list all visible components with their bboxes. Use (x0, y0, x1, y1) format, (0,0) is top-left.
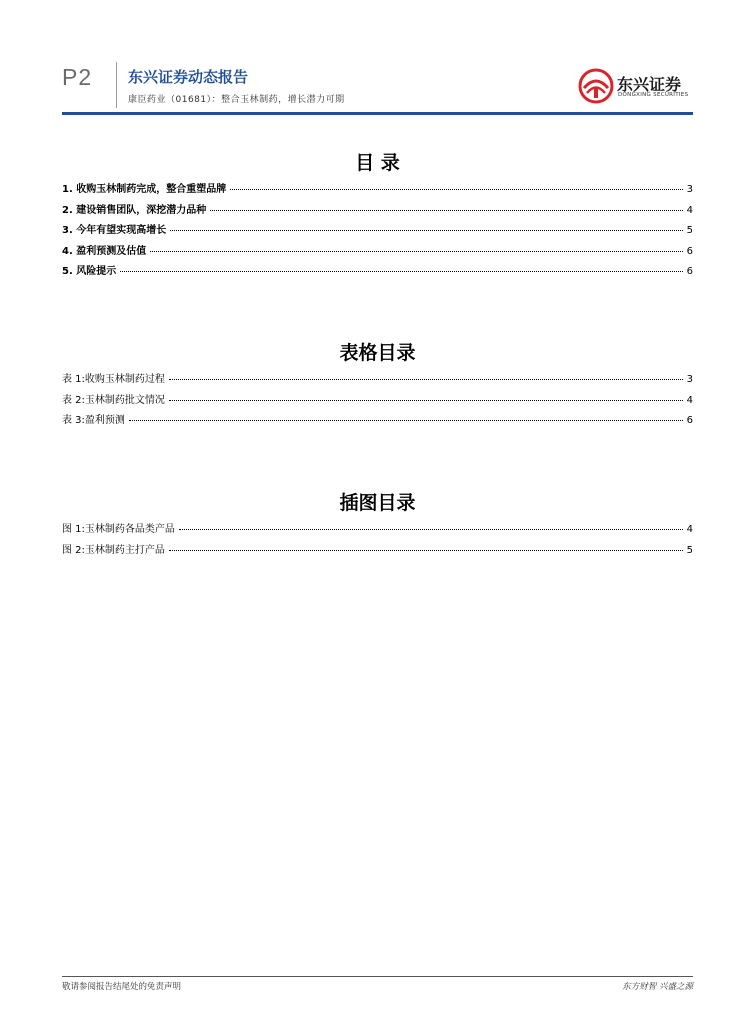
figures-toc-title: 插图目录 (339, 492, 416, 514)
toc-leader (210, 210, 682, 211)
report-type: 东兴证券动态报告 (128, 68, 249, 86)
footer-disclaimer: 敬请参阅报告结尾处的免责声明 (62, 982, 182, 992)
toc-entry-label: 1. 收购玉林制药完成，整合重塑品牌 (62, 184, 227, 195)
toc-leader (169, 379, 683, 380)
figures-toc-list (62, 520, 693, 561)
toc-entry-label: 2. 建设销售团队，深挖潜力品种 (62, 204, 207, 216)
table-toc-label: 表 2:玉林制药批文情况 (62, 394, 165, 406)
tables-toc-list (62, 370, 693, 432)
table-toc-page: 6 (686, 415, 693, 426)
tables-toc-title: 表格目录 (339, 342, 416, 364)
toc-entry-label: 3. 今年有望实现高增长 (62, 225, 167, 236)
toc-entry[interactable] (62, 242, 693, 263)
toc-leader (179, 529, 683, 530)
toc-entry[interactable] (62, 201, 693, 222)
figure-toc-page: 4 (686, 524, 693, 535)
toc-entry-page: 3 (686, 184, 693, 195)
table-toc-entry[interactable] (62, 411, 693, 432)
company-logo (578, 68, 698, 104)
toc-entry-label: 5. 风险提示 (62, 266, 117, 277)
header-divider (116, 62, 117, 108)
logo-subtext: DONGXING SECURITIES (618, 92, 689, 98)
table-toc-entry[interactable] (62, 391, 693, 412)
footer-slogan: 东方财智 兴盛之源 (622, 982, 693, 992)
toc-leader (170, 230, 682, 231)
toc-entry-page: 6 (686, 245, 693, 257)
toc-entry[interactable] (62, 262, 693, 283)
logo-text: 东兴证券 (617, 75, 682, 94)
page-number: P2 (62, 64, 93, 90)
table-toc-label: 表 3:盈利预测 (62, 415, 125, 426)
toc-title: 目 录 (355, 152, 400, 174)
toc-leader (129, 420, 683, 421)
toc-leader (169, 550, 683, 551)
header-rule (62, 112, 693, 115)
table-toc-label: 表 1:收购玉林制药过程 (62, 374, 165, 385)
table-toc-page: 4 (686, 394, 693, 406)
figure-toc-label: 图 1:玉林制药各品类产品 (62, 524, 175, 535)
figure-toc-label: 图 2:玉林制药主打产品 (62, 544, 165, 556)
figure-toc-entry[interactable] (62, 520, 693, 541)
figure-toc-page: 5 (686, 544, 693, 556)
footer-rule (62, 976, 693, 977)
toc-leader (169, 400, 683, 401)
toc-entry-page: 6 (686, 266, 693, 277)
logo-emblem-icon (578, 68, 614, 104)
figure-toc-entry[interactable] (62, 541, 693, 562)
toc-entry[interactable] (62, 221, 693, 242)
toc-entry-page: 4 (686, 204, 693, 216)
toc-entry-label: 4. 盈利预测及估值 (62, 245, 147, 257)
report-subtitle: 康臣药业（01681）：整合玉林制药，增长潜力可期 (128, 95, 345, 105)
toc-leader (150, 251, 682, 252)
toc-leader (120, 271, 682, 272)
table-toc-entry[interactable] (62, 370, 693, 391)
toc-entry[interactable] (62, 180, 693, 201)
toc-leader (230, 189, 682, 190)
toc-list (62, 180, 693, 283)
table-toc-page: 3 (686, 374, 693, 385)
toc-entry-page: 5 (686, 225, 693, 236)
